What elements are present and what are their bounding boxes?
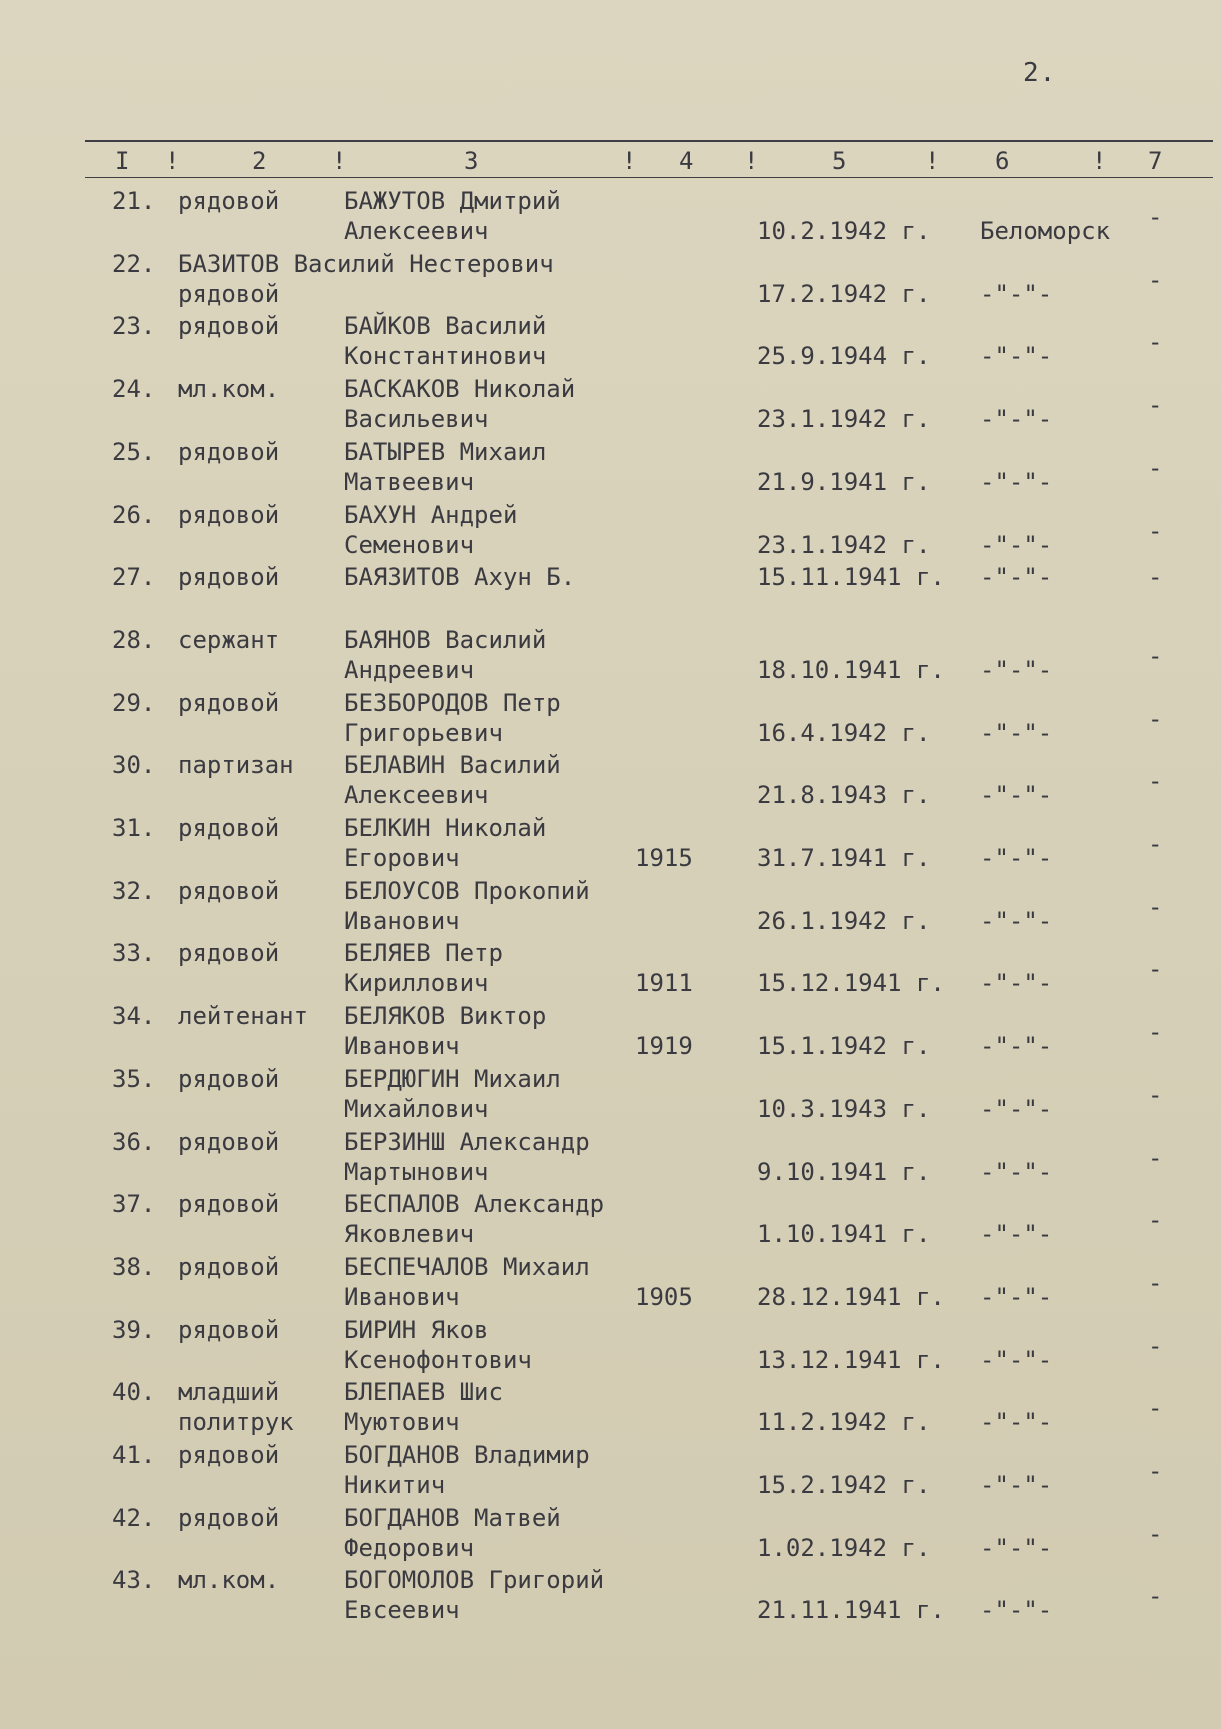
- table-row: [0, 374, 1221, 436]
- surname-name: БАТЫРЕВ Михаил: [344, 438, 547, 466]
- surname-name: БАЯЗИТОВ Ахун Б.: [344, 563, 576, 591]
- surname-name: БЕЛЯЕВ Петр: [344, 939, 503, 967]
- surname-name: БЛЕПАЕВ Шис: [344, 1378, 503, 1406]
- surname-name: БЕЛОУСОВ Прокопий: [344, 877, 590, 905]
- column-7-value: -: [1148, 1520, 1163, 1548]
- rank: рядовой: [178, 1504, 280, 1532]
- row-number: 28.: [112, 626, 156, 654]
- row-number: 32.: [112, 877, 156, 905]
- death-date: 31.7.1941 г.: [757, 844, 931, 872]
- column-7-value: -: [1148, 705, 1163, 733]
- patronymic: Семенович: [344, 531, 475, 559]
- death-date: 16.4.1942 г.: [757, 719, 931, 747]
- death-date: 15.12.1941 г.: [757, 969, 945, 997]
- burial-place: -"-"-: [980, 781, 1053, 809]
- surname-name: БЕЛЯКОВ Виктор: [344, 1002, 547, 1030]
- row-number: 26.: [112, 501, 156, 529]
- row-number: 36.: [112, 1128, 156, 1156]
- row-number: 43.: [112, 1566, 156, 1594]
- rank-line-2: рядовой: [178, 280, 280, 308]
- column-7-value: -: [1148, 1582, 1163, 1610]
- column-separator: !: [165, 147, 180, 175]
- rank: рядовой: [178, 877, 280, 905]
- column-7-value: -: [1148, 328, 1163, 356]
- row-number: 40.: [112, 1378, 156, 1406]
- column-7-value: -: [1148, 563, 1163, 591]
- burial-place: -"-"-: [980, 1408, 1053, 1436]
- birth-year: 1919: [635, 1032, 693, 1060]
- column-7-value: -: [1148, 1394, 1163, 1422]
- patronymic: Алексеевич: [344, 217, 489, 245]
- table-row: [0, 1503, 1221, 1565]
- burial-place: -"-"-: [980, 1032, 1053, 1060]
- row-number: 41.: [112, 1441, 156, 1469]
- burial-place: -"-"-: [980, 1283, 1053, 1311]
- death-date: 21.9.1941 г.: [757, 468, 931, 496]
- burial-place: -"-"-: [980, 405, 1053, 433]
- rank: рядовой: [178, 689, 280, 717]
- patronymic: Васильевич: [344, 405, 489, 433]
- header-top-rule: [85, 140, 1213, 142]
- death-date: 26.1.1942 г.: [757, 907, 931, 935]
- table-row: [0, 186, 1221, 248]
- burial-place: -"-"-: [980, 844, 1053, 872]
- death-date: 23.1.1942 г.: [757, 405, 931, 433]
- patronymic: Михайлович: [344, 1095, 489, 1123]
- death-date: 21.11.1941 г.: [757, 1596, 945, 1624]
- rank: рядовой: [178, 1316, 280, 1344]
- column-7-value: -: [1148, 1457, 1163, 1485]
- patronymic: Никитич: [344, 1471, 446, 1499]
- burial-place: -"-"-: [980, 1158, 1053, 1186]
- column-7-value: -: [1148, 266, 1163, 294]
- column-header-7: 7: [1148, 147, 1163, 175]
- surname-name: БЕЛКИН Николай: [344, 814, 547, 842]
- table-row: [0, 562, 1221, 624]
- rank: рядовой: [178, 1190, 280, 1218]
- death-date: 17.2.1942 г.: [757, 280, 931, 308]
- rank: рядовой: [178, 501, 280, 529]
- burial-place: -"-"-: [980, 969, 1053, 997]
- patronymic: Кириллович: [344, 969, 489, 997]
- column-separator: !: [744, 147, 759, 175]
- table-row: [0, 500, 1221, 562]
- death-date: 10.2.1942 г.: [757, 217, 931, 245]
- patronymic: Иванович: [344, 1032, 460, 1060]
- death-date: 11.2.1942 г.: [757, 1408, 931, 1436]
- row-number: 24.: [112, 375, 156, 403]
- patronymic: Григорьевич: [344, 719, 503, 747]
- column-header-1: I: [115, 147, 130, 175]
- column-7-value: -: [1148, 1332, 1163, 1360]
- birth-year: 1905: [635, 1283, 693, 1311]
- rank: рядовой: [178, 1128, 280, 1156]
- burial-place: -"-"-: [980, 342, 1053, 370]
- column-7-value: -: [1148, 893, 1163, 921]
- burial-place: -"-"-: [980, 656, 1053, 684]
- column-7-value: -: [1148, 642, 1163, 670]
- column-header-6: 6: [995, 147, 1010, 175]
- row-number: 42.: [112, 1504, 156, 1532]
- column-header-3: 3: [464, 147, 479, 175]
- death-date: 9.10.1941 г.: [757, 1158, 931, 1186]
- burial-place: -"-"-: [980, 1596, 1053, 1624]
- rank: сержант: [178, 626, 280, 654]
- patronymic: Иванович: [344, 907, 460, 935]
- rank: рядовой: [178, 312, 280, 340]
- table-row: [0, 1127, 1221, 1189]
- rank: лейтенант: [178, 1002, 309, 1030]
- header-bottom-rule: [85, 177, 1213, 178]
- death-date: 1.10.1941 г.: [757, 1220, 931, 1248]
- rank: мл.ком.: [178, 1566, 280, 1594]
- surname-name: БЕСПЕЧАЛОВ Михаил: [344, 1253, 590, 1281]
- column-7-value: -: [1148, 1018, 1163, 1046]
- column-7-value: -: [1148, 1144, 1163, 1172]
- column-header-4: 4: [679, 147, 694, 175]
- rank: рядовой: [178, 1441, 280, 1469]
- burial-place: -"-"-: [980, 1346, 1053, 1374]
- row-number: 30.: [112, 751, 156, 779]
- death-date: 1.02.1942 г.: [757, 1534, 931, 1562]
- rank: младший: [178, 1378, 280, 1406]
- surname-name: БЕРЗИНШ Александр: [344, 1128, 590, 1156]
- birth-year: 1911: [635, 969, 693, 997]
- column-7-value: -: [1148, 203, 1163, 231]
- column-7-value: -: [1148, 391, 1163, 419]
- surname-name: БЕЛАВИН Василий: [344, 751, 561, 779]
- patronymic: Муютович: [344, 1408, 460, 1436]
- rank: рядовой: [178, 1065, 280, 1093]
- table-row: [0, 1315, 1221, 1377]
- column-separator: !: [332, 147, 347, 175]
- death-date: 23.1.1942 г.: [757, 531, 931, 559]
- row-number: 38.: [112, 1253, 156, 1281]
- death-date: 10.3.1943 г.: [757, 1095, 931, 1123]
- row-number: 31.: [112, 814, 156, 842]
- column-7-value: -: [1148, 1206, 1163, 1234]
- row-number: 29.: [112, 689, 156, 717]
- patronymic: Яковлевич: [344, 1220, 475, 1248]
- table-row: [0, 688, 1221, 750]
- surname-name: БАСКАКОВ Николай: [344, 375, 576, 403]
- table-row: [0, 625, 1221, 687]
- burial-place: Беломорск: [980, 217, 1111, 245]
- column-7-value: -: [1148, 454, 1163, 482]
- table-row: [0, 437, 1221, 499]
- burial-place: -"-"-: [980, 719, 1053, 747]
- table-row: [0, 1440, 1221, 1502]
- burial-place: -"-"-: [980, 1095, 1053, 1123]
- burial-place: -"-"-: [980, 531, 1053, 559]
- surname-name: БОГОМОЛОВ Григорий: [344, 1566, 605, 1594]
- burial-place: -"-"-: [980, 1534, 1053, 1562]
- birth-year: 1915: [635, 844, 693, 872]
- row-number: 34.: [112, 1002, 156, 1030]
- table-row: [0, 1377, 1221, 1439]
- death-date: 15.2.1942 г.: [757, 1471, 931, 1499]
- table-row: [0, 249, 1221, 311]
- surname-name: БЕЗБОРОДОВ Петр: [344, 689, 561, 717]
- surname-name: БАЯНОВ Василий: [344, 626, 547, 654]
- death-date: 28.12.1941 г.: [757, 1283, 945, 1311]
- surname-name: БЕСПАЛОВ Александр: [344, 1190, 605, 1218]
- patronymic: Матвеевич: [344, 468, 475, 496]
- column-header-2: 2: [252, 147, 267, 175]
- table-row: [0, 876, 1221, 938]
- patronymic: Константинович: [344, 342, 547, 370]
- rank: рядовой: [178, 939, 280, 967]
- death-date: 15.11.1941 г.: [757, 563, 945, 591]
- column-7-value: -: [1148, 517, 1163, 545]
- row-number: 37.: [112, 1190, 156, 1218]
- surname-name: БОГДАНОВ Матвей: [344, 1504, 561, 1532]
- table-row: [0, 938, 1221, 1000]
- burial-place: -"-"-: [980, 280, 1053, 308]
- column-7-value: -: [1148, 1081, 1163, 1109]
- burial-place: -"-"-: [980, 1471, 1053, 1499]
- table-row: [0, 311, 1221, 373]
- table-row: [0, 813, 1221, 875]
- surname-name: БАЙКОВ Василий: [344, 312, 547, 340]
- row-number: 22.: [112, 250, 156, 278]
- rank: рядовой: [178, 187, 280, 215]
- table-row: [0, 1001, 1221, 1063]
- row-number: 35.: [112, 1065, 156, 1093]
- surname-name: БИРИН Яков: [344, 1316, 489, 1344]
- row-number: 39.: [112, 1316, 156, 1344]
- burial-place: -"-"-: [980, 907, 1053, 935]
- patronymic: Мартынович: [344, 1158, 489, 1186]
- page-number: 2.: [1023, 58, 1057, 88]
- patronymic: Евсеевич: [344, 1596, 460, 1624]
- death-date: 21.8.1943 г.: [757, 781, 931, 809]
- rank: рядовой: [178, 814, 280, 842]
- table-row: [0, 1565, 1221, 1627]
- column-separator: !: [925, 147, 940, 175]
- column-separator: !: [622, 147, 637, 175]
- burial-place: -"-"-: [980, 563, 1053, 591]
- column-7-value: -: [1148, 955, 1163, 983]
- rank: БАЗИТОВ Василий Нестерович: [178, 250, 554, 278]
- column-separator: !: [1092, 147, 1107, 175]
- surname-name: БОГДАНОВ Владимир: [344, 1441, 590, 1469]
- rank-line-2: политрук: [178, 1408, 294, 1436]
- surname-name: БЕРДЮГИН Михаил: [344, 1065, 561, 1093]
- death-date: 15.1.1942 г.: [757, 1032, 931, 1060]
- patronymic: Иванович: [344, 1283, 460, 1311]
- patronymic: Федорович: [344, 1534, 475, 1562]
- surname-name: БАЖУТОВ Дмитрий: [344, 187, 561, 215]
- row-number: 27.: [112, 563, 156, 591]
- table-row: [0, 1189, 1221, 1251]
- rank: мл.ком.: [178, 375, 280, 403]
- burial-place: -"-"-: [980, 1220, 1053, 1248]
- rank: рядовой: [178, 563, 280, 591]
- burial-place: -"-"-: [980, 468, 1053, 496]
- rank: рядовой: [178, 438, 280, 466]
- surname-name: БАХУН Андрей: [344, 501, 518, 529]
- patronymic: Ксенофонтович: [344, 1346, 532, 1374]
- death-date: 13.12.1941 г.: [757, 1346, 945, 1374]
- patronymic: Алексеевич: [344, 781, 489, 809]
- table-row: [0, 1064, 1221, 1126]
- death-date: 25.9.1944 г.: [757, 342, 931, 370]
- rank: партизан: [178, 751, 294, 779]
- column-7-value: -: [1148, 767, 1163, 795]
- row-number: 23.: [112, 312, 156, 340]
- table-row: [0, 1252, 1221, 1314]
- patronymic: Егорович: [344, 844, 460, 872]
- rank: рядовой: [178, 1253, 280, 1281]
- column-7-value: -: [1148, 830, 1163, 858]
- death-date: 18.10.1941 г.: [757, 656, 945, 684]
- row-number: 33.: [112, 939, 156, 967]
- row-number: 21.: [112, 187, 156, 215]
- row-number: 25.: [112, 438, 156, 466]
- column-header-5: 5: [832, 147, 847, 175]
- patronymic: Андреевич: [344, 656, 475, 684]
- column-7-value: -: [1148, 1269, 1163, 1297]
- table-row: [0, 750, 1221, 812]
